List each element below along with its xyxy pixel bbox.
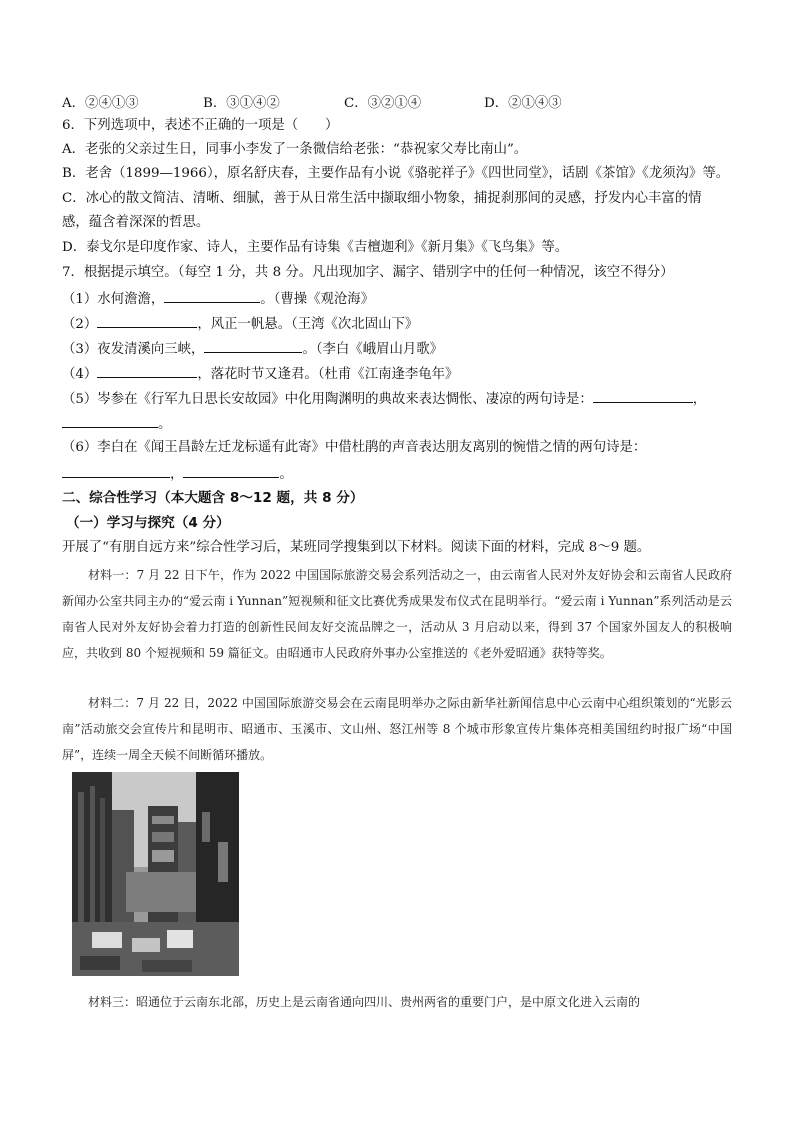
q6-option-b: B．老舍（1899—1966），原名舒庆春，主要作品有小说《骆驼祥子》《四世同堂》，话剧《茶馆》《龙须沟》等。 bbox=[62, 166, 730, 181]
q7-item-5 bbox=[62, 389, 706, 409]
q7-item-1-source: 。（曹操《观沧海》 bbox=[260, 292, 375, 307]
answer-blank[interactable] bbox=[183, 464, 279, 478]
answer-blank[interactable] bbox=[62, 464, 170, 478]
q7-item-5-comma: ， bbox=[692, 392, 707, 407]
q7-item-3-text: （3）夜发清溪向三峡， bbox=[62, 342, 205, 357]
q5-option-a: A．②④①③ bbox=[62, 96, 139, 111]
q7-item-3 bbox=[62, 339, 443, 359]
q6-stem: 6．下列选项中，表述不正确的一项是（ ） bbox=[62, 118, 339, 133]
q7-item-2-text: （2） bbox=[62, 317, 98, 332]
times-square-photo bbox=[72, 772, 239, 976]
q7-item-5-text: （5）岑参在《行军九日思长安故园》中化用陶渊明的典故来表达惆怅、凄凉的两句诗是： bbox=[62, 392, 593, 407]
answer-blank[interactable] bbox=[204, 339, 302, 353]
section-2-title: 二、综合性学习（本大题含 8～12 题，共 8 分） bbox=[62, 490, 364, 506]
answer-blank[interactable] bbox=[97, 314, 197, 328]
answer-blank[interactable] bbox=[164, 289, 260, 303]
answer-blank[interactable] bbox=[97, 364, 197, 378]
q7-item-1 bbox=[62, 289, 374, 309]
q7-item-4-text: （4） bbox=[62, 367, 98, 382]
q7-item-5-cont bbox=[62, 414, 171, 434]
q7-item-4 bbox=[62, 364, 458, 384]
q6-option-c-line1: C．冰心的散文简洁、清晰、细腻，善于从日常生活中撷取细小物象，捕捉刹那间的灵感，抒发内心丰富的情 bbox=[62, 191, 702, 206]
q5-option-b: B．③①④② bbox=[203, 96, 280, 111]
q7-item-4-source: ，落花时节又逢君。（杜甫《江南逢李龟年》 bbox=[197, 367, 459, 382]
q7-item-5-period: 。 bbox=[158, 417, 172, 432]
material-2 bbox=[62, 690, 732, 768]
street-photo-image bbox=[72, 772, 239, 976]
q7-item-6-comma: ， bbox=[170, 467, 184, 482]
material-2-text: 材料二：7 月 22 日，2022 中国国际旅游交易会在云南昆明举办之际由新华社新闻信息中心云南中心组织策划的“光影云南”活动旅交会宣传片和昆明市、昭通市、玉溪市、文山州、怒江州等 8 个城市形象宣传片集体亮相美国纽约时报广场“中国屏”，连续一周全天候不间断循环播放。 bbox=[62, 696, 732, 762]
q7-item-2 bbox=[62, 314, 418, 334]
section-2-intro: 开展了“有朋自远方来”综合性学习后，某班同学搜集到以下材料。阅读下面的材料，完成 8～9 题。 bbox=[62, 540, 651, 555]
q7-item-3-source: 。（李白《峨眉山月歌》 bbox=[302, 342, 444, 357]
q6-option-c-line2: 感，蕴含着深深的哲思。 bbox=[62, 215, 210, 230]
q7-item-6: （6）李白在《闻王昌龄左迁龙标遥有此寄》中借杜鹃的声音表达朋友离别的惋惜之情的两句诗是： bbox=[62, 440, 647, 455]
q7-item-6-cont bbox=[62, 464, 293, 484]
q7-item-2-source: ，风正一帆悬。（王湾《次北固山下》 bbox=[197, 317, 419, 332]
q7-stem: 7．根据提示填空。（每空 1 分，共 8 分。凡出现加字、漏字、错别字中的任何一种情况，该空不得分） bbox=[62, 265, 674, 280]
material-3-text: 材料三：昭通位于云南东北部，历史上是云南省通向四川、贵州两省的重要门户，是中原文化进入云南的 bbox=[88, 995, 641, 1009]
subsection-title: （一）学习与探究（4 分） bbox=[66, 515, 230, 531]
material-1-text: 材料一：7 月 22 日下午，作为 2022 中国国际旅游交易会系列活动之一，由云南省人民对外友好协会和云南省人民政府新闻办公室共同主办的“爱云南 i Yunnan”短视频和征文比赛优秀成果发布仪式在昆明举行。“爱云南 i Yunnan”系列活动是云南省人民对外友好协会着力打造的创新性民间友好交流品牌之一，活动从 3 月启动以来，得到 37 个国家外国友人的积极响应，共收到 80 个短视频和 59 篇征文。由昭通市人民政府外事办公室推送的《老外爱昭通》获特等奖。 bbox=[62, 568, 732, 660]
material-1 bbox=[62, 562, 732, 666]
material-3 bbox=[62, 989, 732, 1015]
q7-item-6-period: 。 bbox=[279, 467, 293, 482]
q6-option-d: D．泰戈尔是印度作家、诗人，主要作品有诗集《吉檀迦利》《新月集》《飞鸟集》等。 bbox=[62, 240, 569, 255]
answer-blank[interactable] bbox=[593, 389, 693, 403]
answer-blank[interactable] bbox=[62, 414, 158, 428]
q5-option-d: D．②①④③ bbox=[484, 96, 562, 111]
q6-option-a: A．老张的父亲过生日，同事小李发了一条微信给老张：“恭祝家父寿比南山”。 bbox=[62, 142, 528, 157]
q5-option-c: C．③②①④ bbox=[344, 96, 422, 111]
q7-item-1-text: （1）水何澹澹， bbox=[62, 292, 165, 307]
